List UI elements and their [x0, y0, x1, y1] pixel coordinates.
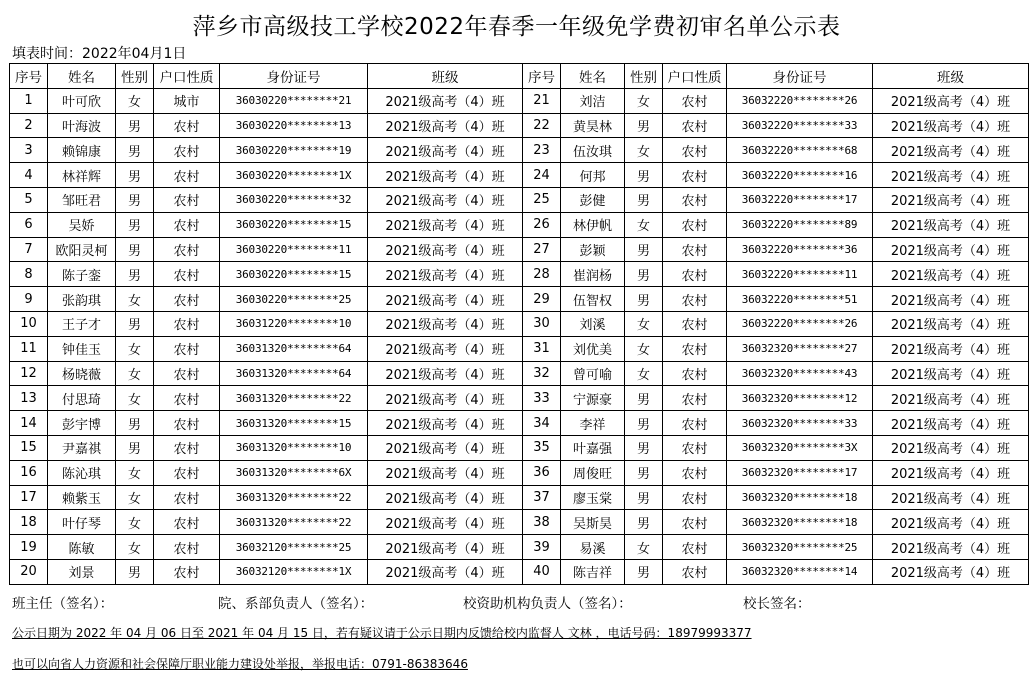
student-name: 林伊帆 [561, 212, 625, 237]
gender: 女 [116, 535, 154, 560]
table-row [10, 411, 1029, 436]
gender: 女 [625, 138, 663, 163]
household-type: 农村 [663, 113, 727, 138]
student-name: 伍汝琪 [561, 138, 625, 163]
id-number: 36031320********22 [220, 386, 368, 411]
table-row [10, 88, 1029, 113]
row-number: 28 [523, 262, 561, 287]
class-name: 2021级高考（4）班 [873, 411, 1029, 436]
row-number: 27 [523, 237, 561, 262]
id-number: 36032220********16 [727, 163, 873, 188]
row-number: 7 [10, 237, 48, 262]
class-name: 2021级高考（4）班 [873, 138, 1029, 163]
table-row [10, 237, 1029, 262]
class-name: 2021级高考（4）班 [873, 485, 1029, 510]
gender: 女 [116, 510, 154, 535]
student-name: 陈吉祥 [561, 559, 625, 584]
sign-class-teacher: 班主任（签名）： [12, 596, 114, 612]
household-type: 农村 [663, 510, 727, 535]
gender: 男 [625, 113, 663, 138]
column-header: 性别 [625, 64, 663, 89]
table-row [10, 460, 1029, 485]
household-type: 农村 [154, 485, 220, 510]
row-number: 18 [10, 510, 48, 535]
class-name: 2021级高考（4）班 [368, 88, 523, 113]
gender: 男 [116, 138, 154, 163]
gender: 男 [116, 311, 154, 336]
student-name: 吴娇 [48, 212, 116, 237]
table-row [10, 311, 1029, 336]
class-name: 2021级高考（4）班 [873, 336, 1029, 361]
gender: 男 [625, 262, 663, 287]
table-row [10, 559, 1029, 584]
id-number: 36031320********64 [220, 361, 368, 386]
row-number: 30 [523, 311, 561, 336]
class-name: 2021级高考（4）班 [873, 311, 1029, 336]
gender: 女 [625, 336, 663, 361]
student-name: 何邦 [561, 163, 625, 188]
student-name: 叶可欣 [48, 88, 116, 113]
gender: 男 [625, 386, 663, 411]
gender: 男 [116, 163, 154, 188]
student-name: 彭健 [561, 187, 625, 212]
id-number: 36032320********3X [727, 435, 873, 460]
id-number: 36032320********18 [727, 485, 873, 510]
id-number: 36031320********64 [220, 336, 368, 361]
student-name: 刘溪 [561, 311, 625, 336]
household-type: 农村 [663, 336, 727, 361]
id-number: 36032220********33 [727, 113, 873, 138]
notice-line-1: 公示日期为 2022 年 04 月 06 日至 2021 年 04 月 15 日，若有疑议请于公示日期内反馈给校内监督人 文林 ，电话号码：18979993377 [12, 626, 752, 640]
gender: 女 [625, 361, 663, 386]
row-number: 4 [10, 163, 48, 188]
row-number: 23 [523, 138, 561, 163]
gender: 男 [625, 411, 663, 436]
student-name: 伍智权 [561, 287, 625, 312]
id-number: 36032320********14 [727, 559, 873, 584]
student-name: 刘洁 [561, 88, 625, 113]
student-name: 曾可喻 [561, 361, 625, 386]
row-number: 15 [10, 435, 48, 460]
header-row [10, 64, 1029, 89]
gender: 男 [625, 485, 663, 510]
id-number: 36032320********18 [727, 510, 873, 535]
row-number: 14 [10, 411, 48, 436]
class-name: 2021级高考（4）班 [873, 460, 1029, 485]
id-number: 36032220********26 [727, 311, 873, 336]
student-name: 陈子銮 [48, 262, 116, 287]
id-number: 36032220********89 [727, 212, 873, 237]
class-name: 2021级高考（4）班 [873, 163, 1029, 188]
gender: 男 [625, 559, 663, 584]
class-name: 2021级高考（4）班 [368, 187, 523, 212]
id-number: 36030220********15 [220, 262, 368, 287]
table-row [10, 163, 1029, 188]
gender: 男 [116, 262, 154, 287]
column-header: 户口性质 [154, 64, 220, 89]
household-type: 农村 [663, 311, 727, 336]
student-name: 陈沁琪 [48, 460, 116, 485]
household-type: 农村 [663, 138, 727, 163]
household-type: 农村 [663, 535, 727, 560]
id-number: 36031320********10 [220, 435, 368, 460]
student-name: 彭颖 [561, 237, 625, 262]
class-name: 2021级高考（4）班 [368, 138, 523, 163]
household-type: 农村 [663, 212, 727, 237]
row-number: 9 [10, 287, 48, 312]
table-row [10, 262, 1029, 287]
class-name: 2021级高考（4）班 [368, 559, 523, 584]
class-name: 2021级高考（4）班 [873, 113, 1029, 138]
gender: 男 [116, 435, 154, 460]
household-type: 农村 [154, 510, 220, 535]
column-header: 序号 [10, 64, 48, 89]
table-row [10, 510, 1029, 535]
row-number: 16 [10, 460, 48, 485]
gender: 女 [116, 485, 154, 510]
class-name: 2021级高考（4）班 [368, 485, 523, 510]
column-header: 性别 [116, 64, 154, 89]
table-row [10, 535, 1029, 560]
household-type: 城市 [154, 88, 220, 113]
gender: 男 [116, 113, 154, 138]
gender: 女 [625, 212, 663, 237]
id-number: 36032320********17 [727, 460, 873, 485]
student-name: 宁源豪 [561, 386, 625, 411]
row-number: 31 [523, 336, 561, 361]
table-row [10, 113, 1029, 138]
row-number: 3 [10, 138, 48, 163]
student-name: 叶海波 [48, 113, 116, 138]
student-name: 林祥辉 [48, 163, 116, 188]
student-name: 叶仔琴 [48, 510, 116, 535]
table-row [10, 138, 1029, 163]
household-type: 农村 [154, 113, 220, 138]
student-name: 刘景 [48, 559, 116, 584]
student-name: 杨晓薇 [48, 361, 116, 386]
sign-aid-head: 校资助机构负责人（签名）： [463, 596, 632, 612]
household-type: 农村 [154, 138, 220, 163]
student-name: 邹旺君 [48, 187, 116, 212]
id-number: 36032320********27 [727, 336, 873, 361]
class-name: 2021级高考（4）班 [368, 237, 523, 262]
row-number: 32 [523, 361, 561, 386]
student-name: 赖紫玉 [48, 485, 116, 510]
student-name: 崔润杨 [561, 262, 625, 287]
household-type: 农村 [154, 535, 220, 560]
student-name: 陈敏 [48, 535, 116, 560]
gender: 女 [625, 88, 663, 113]
row-number: 20 [10, 559, 48, 584]
class-name: 2021级高考（4）班 [873, 559, 1029, 584]
gender: 女 [625, 311, 663, 336]
row-number: 26 [523, 212, 561, 237]
gender: 男 [625, 510, 663, 535]
row-number: 11 [10, 336, 48, 361]
gender: 男 [116, 237, 154, 262]
column-header: 姓名 [561, 64, 625, 89]
row-number: 21 [523, 88, 561, 113]
gender: 男 [625, 187, 663, 212]
gender: 女 [116, 88, 154, 113]
student-name: 吴斯昊 [561, 510, 625, 535]
sign-principal: 校长签名： [743, 596, 811, 612]
household-type: 农村 [663, 485, 727, 510]
class-name: 2021级高考（4）班 [368, 460, 523, 485]
student-name: 赖锦康 [48, 138, 116, 163]
page-title: 萍乡市高级技工学校2022年春季一年级免学费初审名单公示表 [192, 14, 841, 40]
gender: 男 [116, 212, 154, 237]
notice-line-2: 也可以向省人力资源和社会保障厅职业能力建设处举报，举报电话：0791-86383646 [12, 657, 468, 671]
id-number: 36030220********15 [220, 212, 368, 237]
row-number: 40 [523, 559, 561, 584]
id-number: 36032320********12 [727, 386, 873, 411]
household-type: 农村 [154, 559, 220, 584]
sign-dept-head: 院、系部负责人（签名）： [218, 596, 374, 612]
id-number: 36030220********21 [220, 88, 368, 113]
row-number: 19 [10, 535, 48, 560]
class-name: 2021级高考（4）班 [873, 212, 1029, 237]
class-name: 2021级高考（4）班 [873, 262, 1029, 287]
gender: 女 [116, 460, 154, 485]
table-row [10, 485, 1029, 510]
id-number: 36032320********33 [727, 411, 873, 436]
id-number: 36031320********6X [220, 460, 368, 485]
household-type: 农村 [663, 287, 727, 312]
student-name: 付思琦 [48, 386, 116, 411]
row-number: 6 [10, 212, 48, 237]
fill-time: 填表时间：2022年04月1日 [12, 46, 187, 62]
row-number: 38 [523, 510, 561, 535]
household-type: 农村 [663, 262, 727, 287]
row-number: 39 [523, 535, 561, 560]
class-name: 2021级高考（4）班 [368, 113, 523, 138]
student-name: 欧阳灵柯 [48, 237, 116, 262]
column-header: 身份证号 [727, 64, 873, 89]
class-name: 2021级高考（4）班 [368, 212, 523, 237]
row-number: 33 [523, 386, 561, 411]
id-number: 36031320********15 [220, 411, 368, 436]
row-number: 22 [523, 113, 561, 138]
id-number: 36031320********22 [220, 510, 368, 535]
household-type: 农村 [663, 435, 727, 460]
id-number: 36032220********26 [727, 88, 873, 113]
id-number: 36032220********68 [727, 138, 873, 163]
table-row [10, 287, 1029, 312]
gender: 男 [116, 187, 154, 212]
column-header: 班级 [368, 64, 523, 89]
household-type: 农村 [154, 237, 220, 262]
household-type: 农村 [154, 460, 220, 485]
gender: 男 [625, 237, 663, 262]
class-name: 2021级高考（4）班 [368, 287, 523, 312]
id-number: 36032120********1X [220, 559, 368, 584]
class-name: 2021级高考（4）班 [873, 361, 1029, 386]
row-number: 13 [10, 386, 48, 411]
gender: 男 [625, 287, 663, 312]
gender: 女 [116, 361, 154, 386]
household-type: 农村 [663, 559, 727, 584]
household-type: 农村 [663, 361, 727, 386]
household-type: 农村 [663, 411, 727, 436]
table-row [10, 386, 1029, 411]
row-number: 35 [523, 435, 561, 460]
class-name: 2021级高考（4）班 [368, 411, 523, 436]
class-name: 2021级高考（4）班 [368, 163, 523, 188]
gender: 男 [625, 460, 663, 485]
id-number: 36032220********36 [727, 237, 873, 262]
student-name: 尹嘉祺 [48, 435, 116, 460]
id-number: 36032220********17 [727, 187, 873, 212]
student-name: 黄昊林 [561, 113, 625, 138]
student-name: 叶嘉强 [561, 435, 625, 460]
column-header: 班级 [873, 64, 1029, 89]
household-type: 农村 [154, 386, 220, 411]
gender: 女 [116, 287, 154, 312]
id-number: 36030220********19 [220, 138, 368, 163]
table-row [10, 435, 1029, 460]
row-number: 1 [10, 88, 48, 113]
row-number: 25 [523, 187, 561, 212]
id-number: 36032320********25 [727, 535, 873, 560]
class-name: 2021级高考（4）班 [368, 311, 523, 336]
row-number: 12 [10, 361, 48, 386]
household-type: 农村 [154, 262, 220, 287]
household-type: 农村 [663, 237, 727, 262]
household-type: 农村 [663, 386, 727, 411]
id-number: 36030220********13 [220, 113, 368, 138]
row-number: 37 [523, 485, 561, 510]
table-row [10, 187, 1029, 212]
gender: 男 [116, 411, 154, 436]
student-name: 易溪 [561, 535, 625, 560]
row-number: 10 [10, 311, 48, 336]
household-type: 农村 [663, 187, 727, 212]
class-name: 2021级高考（4）班 [368, 435, 523, 460]
household-type: 农村 [154, 411, 220, 436]
id-number: 36031220********10 [220, 311, 368, 336]
household-type: 农村 [663, 460, 727, 485]
household-type: 农村 [154, 287, 220, 312]
class-name: 2021级高考（4）班 [368, 535, 523, 560]
id-number: 36030220********25 [220, 287, 368, 312]
class-name: 2021级高考（4）班 [873, 435, 1029, 460]
student-name: 李祥 [561, 411, 625, 436]
id-number: 36032120********25 [220, 535, 368, 560]
table-row [10, 361, 1029, 386]
column-header: 序号 [523, 64, 561, 89]
gender: 男 [116, 559, 154, 584]
student-name: 钟佳玉 [48, 336, 116, 361]
gender: 女 [625, 535, 663, 560]
gender: 女 [116, 386, 154, 411]
gender: 女 [116, 336, 154, 361]
table-row [10, 212, 1029, 237]
roster-table [9, 63, 1029, 585]
id-number: 36030220********32 [220, 187, 368, 212]
id-number: 36031320********22 [220, 485, 368, 510]
household-type: 农村 [663, 163, 727, 188]
row-number: 2 [10, 113, 48, 138]
gender: 男 [625, 163, 663, 188]
gender: 男 [625, 435, 663, 460]
row-number: 29 [523, 287, 561, 312]
class-name: 2021级高考（4）班 [368, 386, 523, 411]
row-number: 5 [10, 187, 48, 212]
row-number: 8 [10, 262, 48, 287]
class-name: 2021级高考（4）班 [368, 361, 523, 386]
student-name: 周俊旺 [561, 460, 625, 485]
class-name: 2021级高考（4）班 [873, 88, 1029, 113]
household-type: 农村 [154, 187, 220, 212]
household-type: 农村 [154, 435, 220, 460]
class-name: 2021级高考（4）班 [368, 262, 523, 287]
column-header: 户口性质 [663, 64, 727, 89]
class-name: 2021级高考（4）班 [368, 510, 523, 535]
class-name: 2021级高考（4）班 [873, 237, 1029, 262]
student-name: 王子才 [48, 311, 116, 336]
household-type: 农村 [663, 88, 727, 113]
row-number: 24 [523, 163, 561, 188]
column-header: 姓名 [48, 64, 116, 89]
class-name: 2021级高考（4）班 [368, 336, 523, 361]
row-number: 36 [523, 460, 561, 485]
student-name: 彭宇博 [48, 411, 116, 436]
class-name: 2021级高考（4）班 [873, 510, 1029, 535]
household-type: 农村 [154, 163, 220, 188]
row-number: 34 [523, 411, 561, 436]
household-type: 农村 [154, 336, 220, 361]
student-name: 刘优美 [561, 336, 625, 361]
household-type: 农村 [154, 311, 220, 336]
student-name: 张韵琪 [48, 287, 116, 312]
id-number: 36030220********1X [220, 163, 368, 188]
household-type: 农村 [154, 361, 220, 386]
column-header: 身份证号 [220, 64, 368, 89]
household-type: 农村 [154, 212, 220, 237]
row-number: 17 [10, 485, 48, 510]
table-row [10, 336, 1029, 361]
class-name: 2021级高考（4）班 [873, 287, 1029, 312]
id-number: 36032320********43 [727, 361, 873, 386]
class-name: 2021级高考（4）班 [873, 386, 1029, 411]
id-number: 36030220********11 [220, 237, 368, 262]
id-number: 36032220********11 [727, 262, 873, 287]
student-name: 廖玉棠 [561, 485, 625, 510]
id-number: 36032220********51 [727, 287, 873, 312]
class-name: 2021级高考（4）班 [873, 535, 1029, 560]
class-name: 2021级高考（4）班 [873, 187, 1029, 212]
